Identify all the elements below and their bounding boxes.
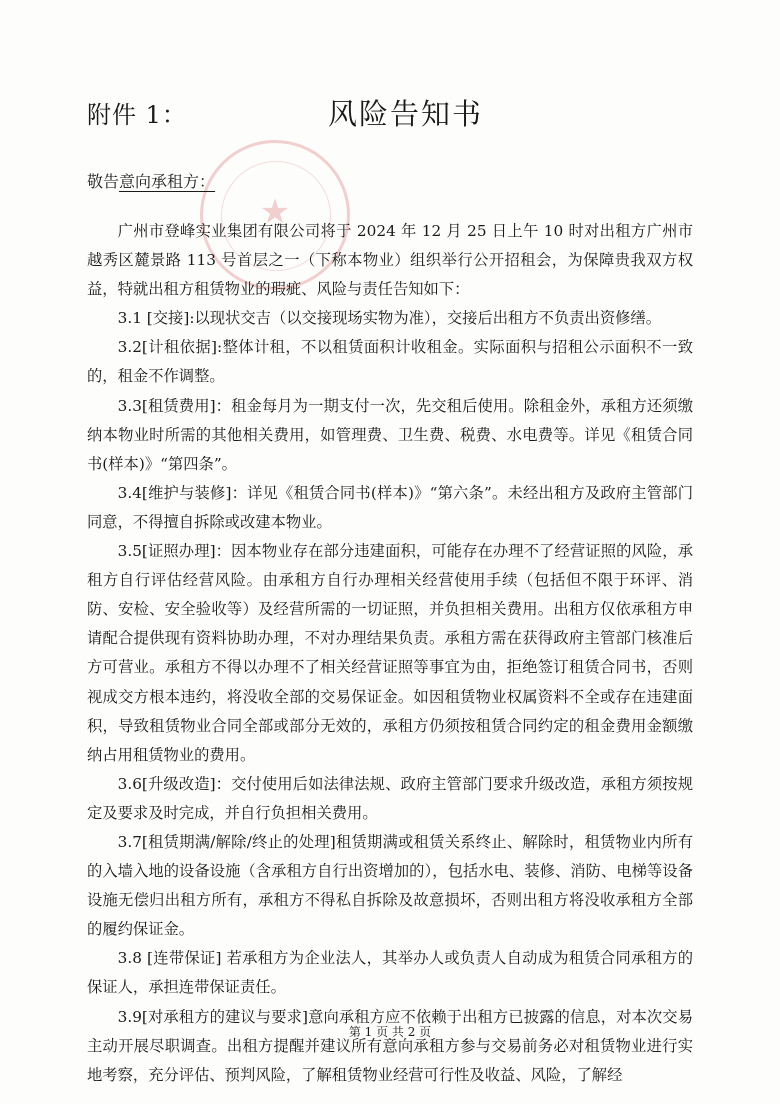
paragraph-3-4: 3.4[维护与装修]：详见《租赁合同书(样本)》“第六条”。未经出租方及政府主管部门同意，不得擅自拆除或改建本物业。 <box>87 483 693 531</box>
paragraph-3-2: 3.2[计租依据]:整体计租，不以租赁面积计收租金。实际面积与招租公示面积不一致的，租金不作调整。 <box>87 338 693 386</box>
paragraph-3-7: 3.7[租赁期满/解除/终止的处理]租赁期满或租赁关系终止、解除时，租赁物业内所有的入墙入地的设备设施（含承租方自行出资增加的），包括水电、装修、消防、电梯等设备设施无偿归出租方所有，承租方不得私自拆除及故意损坏，否则出租方将没收承租方全部的履约保证金。 <box>87 832 693 939</box>
paragraph-3-8: 3.8 [连带保证] 若承租方为企业法人，其举办人或负责人自动成为租赁合同承租方的保证人，承担连带保证责任。 <box>87 949 693 997</box>
attachment-label: 附件 1： <box>87 101 187 129</box>
paragraph-3-9: 3.9[对承租方的建议与要求]意向承租方应不依赖于出租方已披露的信息，对本次交易主动开展尽职调查。出租方提醒并建议所有意向承租方参与交易前务必对租赁物业进行实地考察，充分评估、预判风险，了解租赁物业经营可行性及收益、风险，了解经 <box>87 1007 693 1084</box>
page-footer: 第 1 页 共 2 页 <box>348 1025 432 1039</box>
paragraph-intro: 广州市登峰实业集团有限公司将于 2024 年 12 月 25 日上午 10 时对出租方广州市越秀区麓景路 113 号首层之一（下称本物业）组织举行公开招租会，为保障贵我双方权益，特就出租方租赁物业的瑕疵、风险与责任告知如下： <box>87 222 693 299</box>
salutation <box>87 171 215 193</box>
salutation-suffix: ： <box>199 172 216 191</box>
salutation-recipient: 意向承租方 <box>119 172 200 191</box>
seal-star-icon: ★ <box>259 192 291 232</box>
document-title: 风险告知书 <box>328 97 484 131</box>
paragraph-3-3: 3.3[租赁费用]：租金每月为一期支付一次，先交租后使用。除租金外，承租方还须缴纳本物业时所需的其他相关费用，如管理费、卫生费、税费、水电费等。详见《租赁合同书(样本)》“第四条”。 <box>87 396 693 473</box>
paragraph-3-6: 3.6[升级改造]：交付使用后如法律法规、政府主管部门要求升级改造，承租方须按规定及要求及时完成，并自行负担相关费用。 <box>87 774 693 822</box>
document-body <box>87 217 693 1090</box>
paragraph-3-5: 3.5[证照办理]：因本物业存在部分违建面积，可能存在办理不了经营证照的风险，承租方自行评估经营风险。由承租方自行办理相关经营使用手续（包括但不限于环评、消防、安检、安全验收等）及经营所需的一切证照，并负担相关费用。出租方仅依承租方申请配合提供现有资料协助办理，不对办理结果负责。承租方需在获得政府主管部门核准后方可营业。承租方不得以办理不了相关经营证照等事宜为由，拒绝签订租赁合同书，否则视成交方根本违约，将没收全部的交易保证金。如因租赁物业权属资料不全或存在违建面积，导致租赁物业合同全部或部分无效的，承租方仍须按租赁合同约定的租金费用金额缴纳占用租赁物业的费用。 <box>87 542 693 764</box>
salutation-prefix: 敬告 <box>87 172 120 191</box>
paragraph-3-1: 3.1 [交接]:以现状交吉（以交接现场实物为准），交接后出租方不负责出资修缮。 <box>117 309 662 328</box>
